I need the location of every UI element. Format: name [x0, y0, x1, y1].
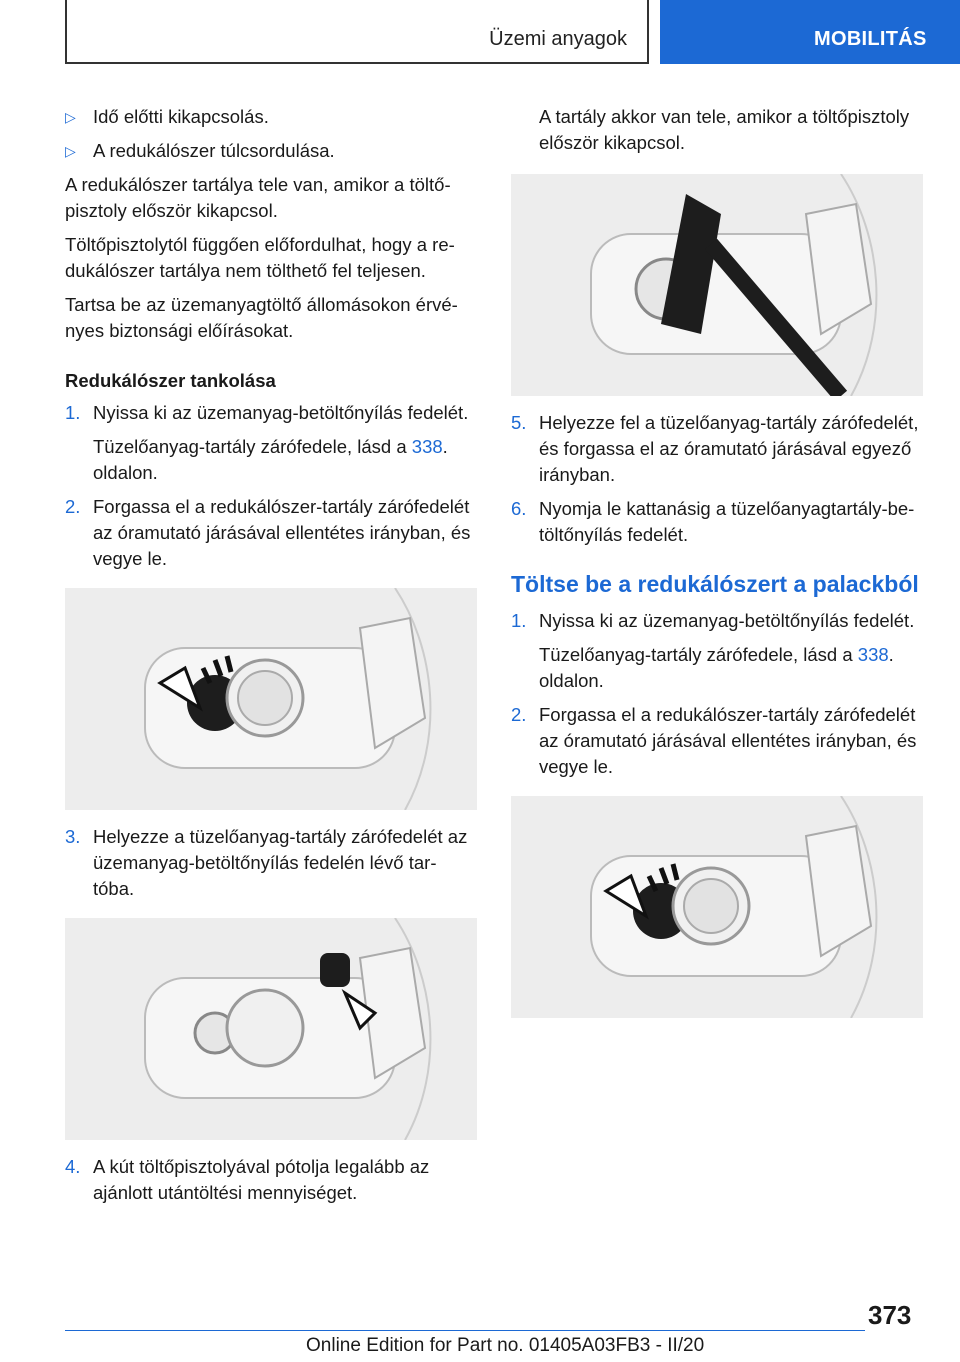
- page-link[interactable]: 338: [857, 644, 889, 665]
- step-number: 2.: [511, 704, 527, 725]
- fuel-cap-open-figure: [511, 796, 923, 1018]
- subheading: Redukálószer tankolása: [65, 370, 276, 391]
- step-text: Helyezze fel a tüzelőanyag-tartály zárófedelét, és forgassa el az óramutató járásával egyező irányban.: [539, 412, 919, 485]
- right-column: [511, 104, 923, 1032]
- step-text: Nyomja le kattanásig a tüzelőanyagtartály-be-töltőnyílás fedelét.: [539, 498, 915, 545]
- step-item: [511, 702, 923, 780]
- left-column: [65, 104, 477, 1214]
- step-number: 2.: [65, 496, 81, 517]
- step-text: Nyissa ki az üzemanyag-betöltőnyílás fedelét.: [539, 610, 915, 631]
- paragraph: Tartsa be az üzemanyagtöltő állomásokon érvé-nyes biztonsági előírásokat.: [65, 294, 458, 341]
- step-number: 3.: [65, 826, 81, 847]
- step-number: 5.: [511, 412, 527, 433]
- paragraph: A tartály akkor van tele, amikor a töltőpisztoly először kikapcsol.: [539, 106, 910, 153]
- step-reference: Tüzelőanyag-tartály zárófedele, lásd a 338. oldalon.: [93, 436, 448, 483]
- step-item: [511, 496, 923, 548]
- step-number: 1.: [511, 610, 527, 631]
- step-item: [65, 1154, 477, 1206]
- step-text: Forgassa el a redukálószer-tartály zárófedelét az óramutató járásával ellentétes irányban, és vegye le.: [93, 496, 471, 569]
- bullet-item: ▷ A redukálószer túlcsordulása.: [65, 138, 477, 164]
- fuel-cap-figure: [65, 588, 477, 810]
- step-item: [65, 824, 477, 902]
- bullet-item: ▷ Idő előtti kikapcsolás.: [65, 104, 477, 130]
- step-number: 1.: [65, 402, 81, 423]
- triangle-bullet-icon: ▷: [65, 109, 76, 125]
- step-reference: Tüzelőanyag-tartály zárófedele, lásd a 338. oldalon.: [539, 644, 894, 691]
- paragraph: Töltőpisztolytól függően előfordulhat, hogy a re-dukálószer tartálya nem tölthető fel teljesen.: [65, 234, 455, 281]
- page-link[interactable]: 338: [411, 436, 443, 457]
- step-text: Nyissa ki az üzemanyag-betöltőnyílás fedelét.: [93, 402, 469, 423]
- refuel-nozzle-figure: [511, 174, 923, 396]
- paragraph: A redukálószer tartálya tele van, amikor a töltő-pisztoly először kikapcsol.: [65, 174, 451, 221]
- step-text: Forgassa el a redukálószer-tartály zárófedelét az óramutató járásával ellentétes irányban, és vegye le.: [539, 704, 917, 777]
- footer-edition: Online Edition for Part no. 01405A03FB3 - II/20: [306, 1335, 705, 1356]
- step-item: [511, 608, 923, 694]
- step-item: [511, 410, 923, 488]
- page-header: [0, 0, 960, 64]
- step-text: Helyezze a tüzelőanyag-tartály zárófedelét az üzemanyag-betöltőnyílás fedelén lévő tar-tóba.: [93, 826, 468, 899]
- section-title: Töltse be a redukálószert a palackból: [511, 571, 919, 597]
- header-section-title: Üzemi anyagok: [489, 28, 627, 50]
- header-chapter-tab[interactable]: MOBILITÁS: [660, 0, 960, 64]
- triangle-bullet-icon: ▷: [65, 143, 76, 159]
- step-item: [65, 400, 477, 486]
- footer-divider: [65, 1330, 865, 1331]
- page-number: 373: [868, 1300, 912, 1330]
- fuel-cap-holder-figure: [65, 918, 477, 1140]
- step-number: 6.: [511, 498, 527, 519]
- step-item: [65, 494, 477, 572]
- step-text: A kút töltőpisztolyával pótolja legalább az ajánlott utántöltési mennyiséget.: [93, 1156, 430, 1203]
- step-number: 4.: [65, 1156, 81, 1177]
